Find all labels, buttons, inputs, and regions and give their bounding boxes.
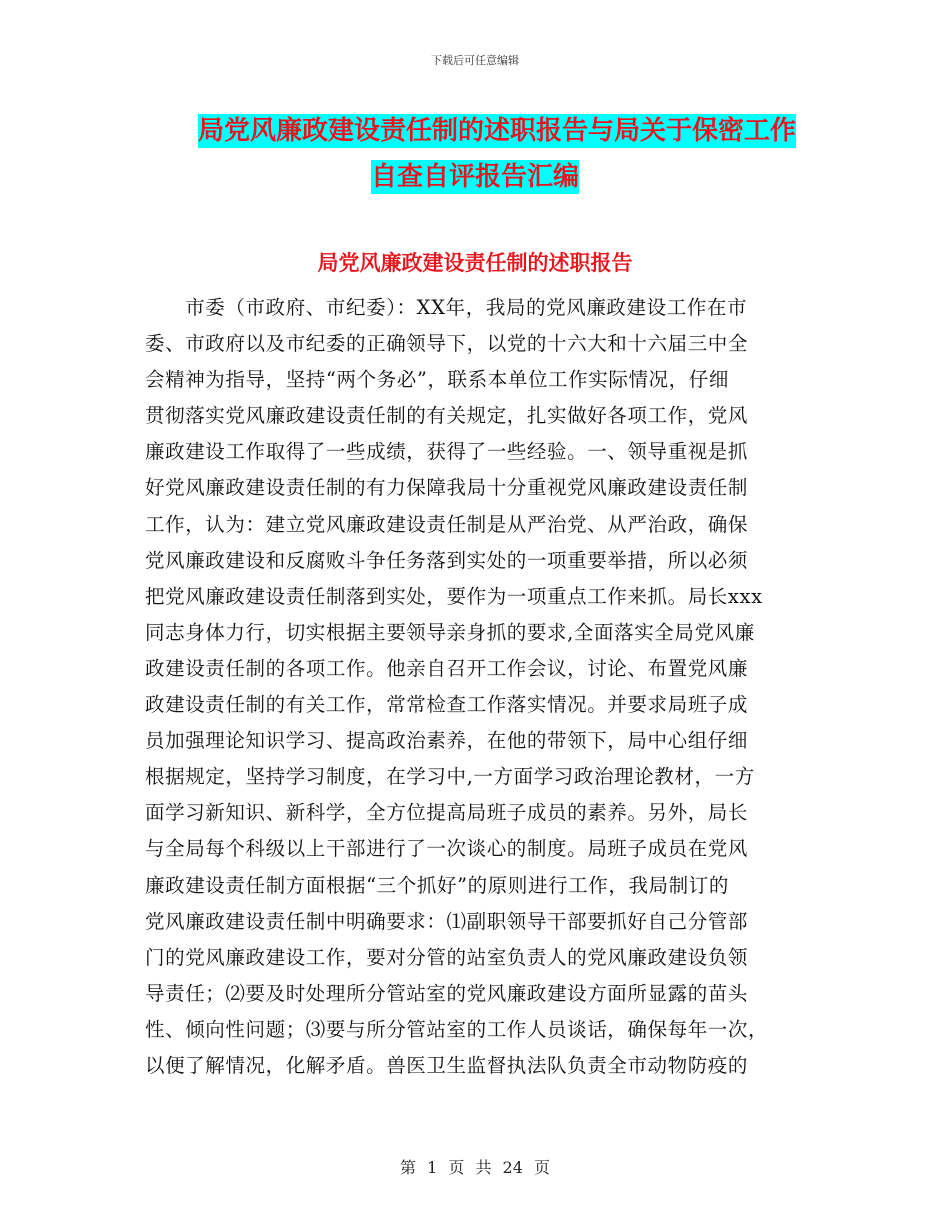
page-header: 下载后可任意编辑 [431,54,519,67]
body-line: 好党风廉政建设责任制的有力保障我局十分重视党风廉政建设责任制 [145,476,749,500]
body-line: 会精神为指导，坚持“两个务必”，联系本单位工作实际情况，仔细 [145,368,729,392]
body-line: 党风廉政建设和反腐败斗争任务落到实处的一项重要举措，所以必须 [145,548,749,572]
body-line: 员加强理论知识学习、提高政治素养，在他的带领下，局中心组仔细 [145,729,749,753]
body-text [145,290,805,1084]
document-title-line2: 自查自评报告汇编 [370,162,579,192]
body-line: 把党风廉政建设责任制落到实处，要作为一项重点工作来抓。局长xxx [145,584,763,608]
body-line: 贯彻落实党风廉政建设责任制的有关规定，扎实做好各项工作，党风 [145,404,749,428]
body-line: 政建设责任制的有关工作，常常检查工作落实情况。并要求局班子成 [145,693,749,717]
body-line: 性、倾向性问题；⑶要与所分管站室的工作人员谈话，确保每年一次， [145,1017,769,1041]
body-line: 根据规定，坚持学习制度，在学习中,一方面学习政治理论教材，一方 [145,765,755,789]
body-line: 导责任；⑵要及时处理所分管站室的党风廉政建设方面所显露的苗头 [145,981,749,1005]
section-title: 局党风廉政建设责任制的述职报告 [317,251,633,275]
body-line: 工作，认为：建立党风廉政建设责任制是从严治党、从严治政，确保 [145,512,749,536]
body-line: 党风廉政建设责任制中明确要求：⑴副职领导干部要抓好自己分管部 [145,909,749,933]
body-line: 同志身体力行，切实根据主要领导亲身抓的要求,全面落实全局党风廉 [145,620,755,644]
body-line: 以便了解情况，化解矛盾。兽医卫生监督执法队负责全市动物防疫的 [145,1053,749,1077]
body-line: 面学习新知识、新科学，全方位提高局班子成员的素养。另外，局长 [145,801,749,825]
body-line: 市委（市政府、市纪委）：XX年，我局的党风廉政建设工作在市 [145,296,748,319]
body-line: 廉政建设责任制方面根据“三个抓好”的原则进行工作，我局制订的 [145,873,729,897]
document-title-line1: 局党风廉政建设责任制的述职报告与局关于保密工作 [197,116,796,146]
body-line: 与全局每个科级以上干部进行了一次谈心的制度。局班子成员在党风 [145,837,749,861]
page-number: 第 1 页 共 24 页 [400,1158,550,1177]
body-line: 廉政建设工作取得了一些成绩，获得了一些经验。一、领导重视是抓 [145,440,749,464]
body-line: 委、市政府以及市纪委的正确领导下，以党的十六大和十六届三中全 [145,332,749,356]
body-line: 政建设责任制的各项工作。他亲自召开工作会议，讨论、布置党风廉 [145,656,749,680]
body-line: 门的党风廉政建设工作，要对分管的站室负责人的党风廉政建设负领 [145,945,749,969]
document-title [0,108,950,200]
